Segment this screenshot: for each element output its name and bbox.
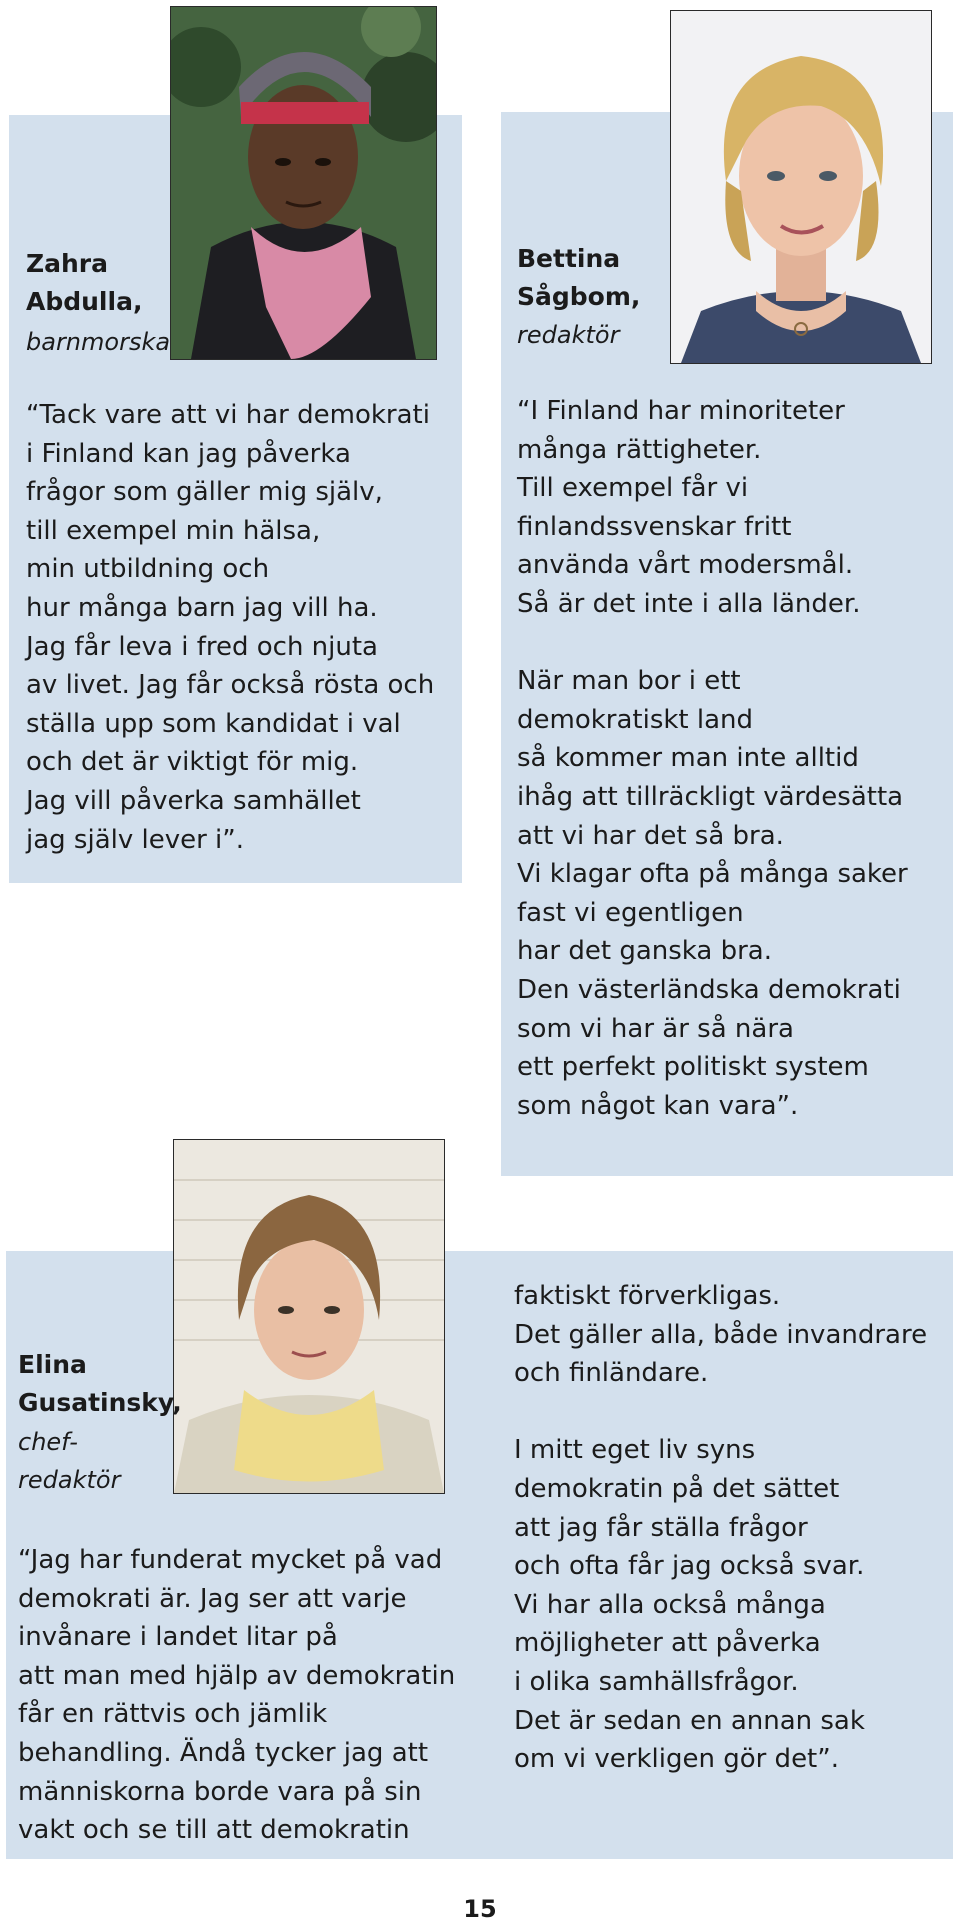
profile-role-elina: chef- redaktör [18, 1428, 121, 1494]
profile-name-zahra: Zahra Abdulla, [26, 249, 143, 316]
profile-name-bettina: Bettina Sågbom, [517, 244, 641, 311]
profile-quote-elina: “Jag har funderat mycket på vad demokrati är. Jag ser att varje invånare i landet litar på att man med hjälp av demokratin får en rättvis och jämlik behandling. Ändå tycker jag att människorna borde vara på sin vakt och se till att demokratin [18, 1545, 456, 1846]
profile-quote-elina-continued: faktiskt förverkligas. Det gäller alla, både invandrare och finländare. I mitt eget liv syns demokratin på det sättet att jag får ställa frågor och ofta får jag också svar. Vi har alla också många möjligheter att påverka i olika samhällsfrågor. Det är sedan en annan sak om vi verkligen gör det”. [514, 1281, 928, 1775]
profile-role-bettina: redaktör [517, 321, 620, 349]
profile-quote-bettina: “I Finland har minoriteter många rättigheter. Till exempel får vi finlandssvenskar fritt använda vårt modersmål. Så är det inte i alla länder. När man bor i ett demokratiskt land så kommer man inte alltid ihåg att tillräckligt värdesätta att vi har det så bra. Vi klagar ofta på många saker fast vi egentligen har det ganska bra. Den västerländska demokrati som vi har är så nära ett perfekt politiskt system som något kan vara”. [517, 396, 908, 1121]
page-number: 15 [463, 1895, 497, 1923]
profile-name-elina: Elina Gusatinsky, [18, 1350, 182, 1417]
portrait-photo-bettina [670, 10, 932, 364]
profile-role-zahra: barnmorska [26, 328, 171, 356]
portrait-photo-elina [173, 1139, 445, 1494]
portrait-photo-zahra [170, 6, 437, 360]
profile-quote-zahra: “Tack vare att vi har demokrati i Finland kan jag påverka frågor som gäller mig själv, till exempel min hälsa, min utbildning och hur många barn jag vill ha. Jag får leva i fred och njuta av livet. Jag får också rösta och ställa upp som kandidat i val och det är viktigt för mig. Jag vill påverka samhället jag själv lever i”. [26, 400, 435, 855]
